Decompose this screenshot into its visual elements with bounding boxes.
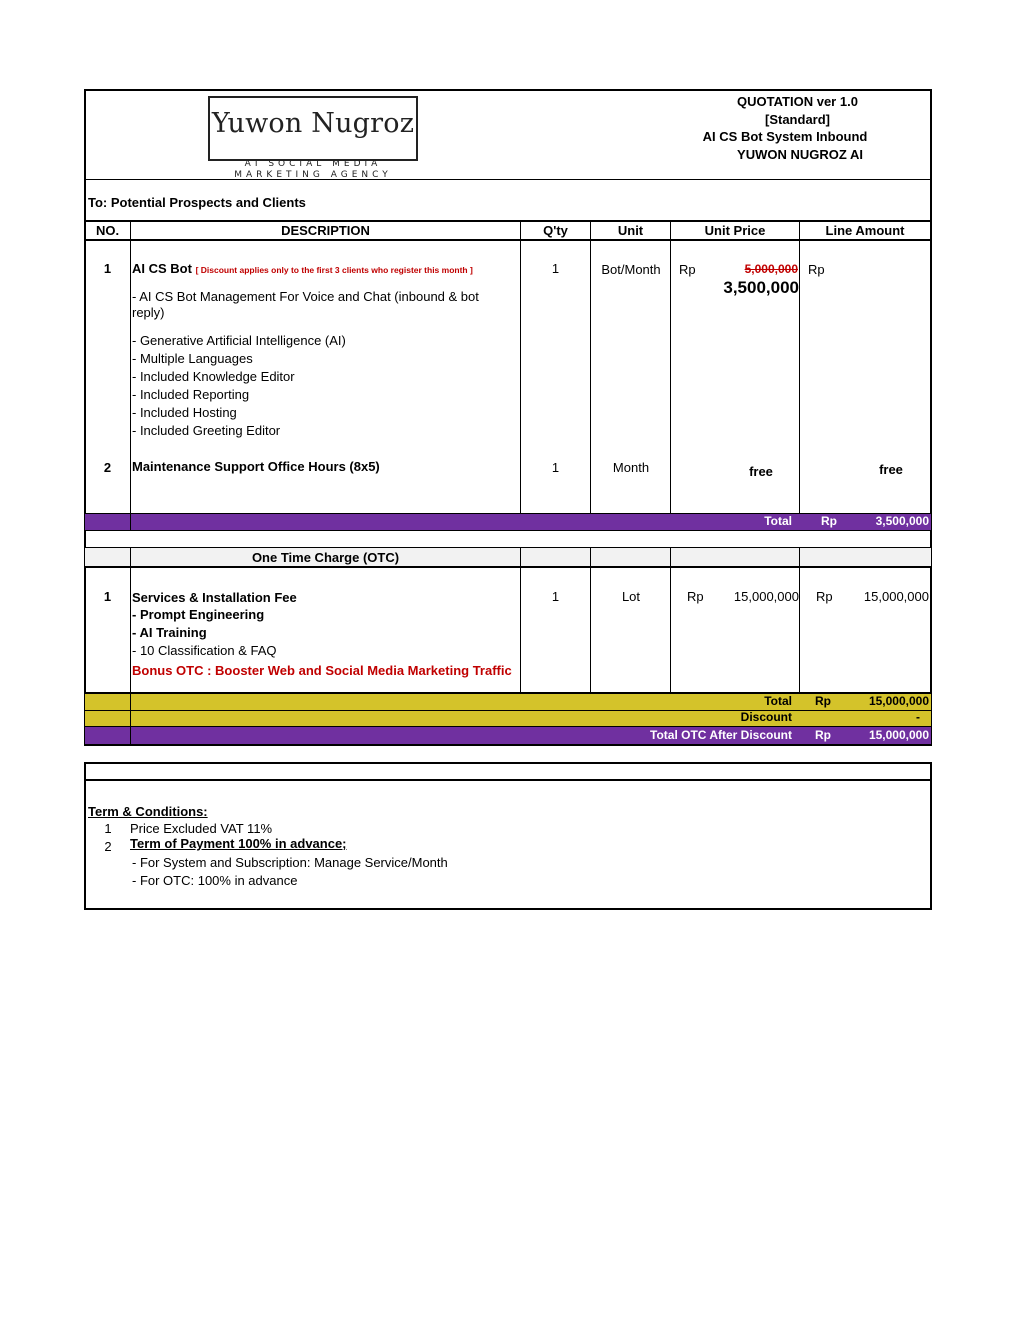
otc-item-line: - Prompt Engineering [132, 607, 265, 622]
otc-after-discount-label: Total OTC After Discount [650, 728, 792, 742]
terms-divider [85, 779, 931, 781]
item-1-title: AI CS Bot [132, 261, 192, 276]
otc-item-title: Services & Installation Fee [132, 590, 297, 605]
quotation-type: [Standard] [765, 112, 830, 127]
quotation-system: AI CS Bot System Inbound [702, 129, 868, 144]
item-1-feature: - Included Hosting [132, 405, 237, 420]
otc-after-discount-amount: 15,000,000 [868, 728, 929, 742]
otc-qty: 1 [551, 589, 560, 604]
otc-item-number: 1 [103, 589, 112, 604]
otc-discount-label: Discount [740, 710, 792, 724]
terms-subitem: - For System and Subscription: Manage Service/Month [132, 855, 448, 870]
item-1-discount-note: [ Discount applies only to the first 3 clients who register this month ] [195, 265, 473, 275]
col-line-amount: Line Amount [825, 223, 905, 238]
col-divider [130, 694, 131, 744]
otc-total-amount: 15,000,000 [868, 694, 929, 708]
item-1-new-price: 3,500,000 [723, 278, 799, 297]
item-1-line-currency: Rp [808, 262, 825, 277]
item-1-desc-a: - AI CS Bot Management For Voice and Chat (inbound & bot [132, 289, 479, 304]
item-1-old-price: 5,000,000 [744, 262, 798, 276]
col-divider [130, 514, 131, 530]
header-divider [85, 179, 931, 180]
otc-price-currency: Rp [687, 589, 704, 604]
col-divider [799, 547, 800, 693]
otc-line-currency: Rp [816, 589, 833, 604]
item-1-unit: Bot/Month [601, 262, 661, 277]
total-currency: Rp [821, 514, 837, 528]
item-1-currency: Rp [679, 262, 696, 277]
otc-unit: Lot [621, 589, 641, 604]
terms-subitem: - For OTC: 100% in advance [132, 873, 298, 888]
logo-name: Yuwon Nugroz [211, 108, 415, 139]
item-1-feature: - Multiple Languages [132, 351, 253, 366]
item-2-unit: Month [612, 460, 650, 475]
col-unit-price: Unit Price [704, 223, 766, 238]
col-divider [130, 220, 131, 530]
otc-price: 15,000,000 [733, 589, 799, 604]
otc-total-label: Total [764, 694, 792, 708]
item-2-line-amount: free [879, 462, 903, 477]
item-1-desc-b: reply) [132, 305, 165, 320]
col-divider [670, 547, 671, 693]
otc-total-band [85, 694, 931, 710]
otc-item-line: - AI Training [132, 625, 207, 640]
item-2-unit-price: free [749, 464, 773, 479]
col-qty: Q'ty [543, 223, 568, 238]
item-1-feature: - Generative Artificial Intelligence (AI) [132, 333, 346, 348]
table-header-bottom [85, 239, 931, 241]
col-unit: Unit [617, 223, 644, 238]
band-divider [85, 710, 931, 711]
recipient-line: To: Potential Prospects and Clients [88, 195, 306, 210]
table-header-top [85, 220, 931, 222]
item-2-number: 2 [103, 460, 112, 475]
terms-number: 2 [104, 839, 112, 854]
terms-heading: Term & Conditions: [88, 804, 208, 819]
item-1-feature: - Included Greeting Editor [132, 423, 281, 438]
col-divider [520, 547, 521, 693]
band-divider [85, 530, 931, 531]
total-amount: 3,500,000 [875, 514, 929, 528]
otc-after-discount-currency: Rp [815, 728, 831, 742]
item-1-feature: - Included Knowledge Editor [132, 369, 295, 384]
quotation-company: YUWON NUGROZ AI [737, 147, 863, 162]
item-1-qty: 1 [551, 261, 560, 276]
item-2-qty: 1 [551, 460, 560, 475]
otc-total-currency: Rp [815, 694, 831, 708]
item-1-number: 1 [103, 261, 112, 276]
terms-number: 1 [104, 821, 112, 836]
otc-bonus: Bonus OTC : Booster Web and Social Media Marketing Traffic [132, 663, 512, 678]
logo-tagline-1: AI SOCIAL MEDIA [244, 159, 382, 169]
otc-heading: One Time Charge (OTC) [251, 550, 400, 565]
total-label: Total [764, 514, 792, 528]
logo-tagline-2: MARKETING AGENCY [234, 170, 392, 180]
col-description: DESCRIPTION [281, 223, 370, 238]
item-2-title: Maintenance Support Office Hours (8x5) [132, 459, 380, 474]
quotation-title: QUOTATION ver 1.0 [737, 94, 858, 109]
item-1-feature: - Included Reporting [132, 387, 250, 402]
terms-item: Price Excluded VAT 11% [130, 821, 273, 836]
otc-after-discount-band [85, 727, 931, 744]
company-logo [208, 96, 418, 180]
otc-header-bottom [85, 566, 931, 568]
terms-item: Term of Payment 100% in advance; [130, 836, 347, 851]
total-band [85, 514, 931, 530]
col-no: NO. [95, 223, 120, 238]
otc-line-amount: 15,000,000 [863, 589, 929, 604]
otc-discount-band [85, 711, 931, 726]
otc-item-line: - 10 Classification & FAQ [132, 643, 277, 658]
otc-discount-amount: - [916, 710, 920, 724]
col-divider [590, 547, 591, 693]
item-1-title-row [132, 261, 473, 276]
